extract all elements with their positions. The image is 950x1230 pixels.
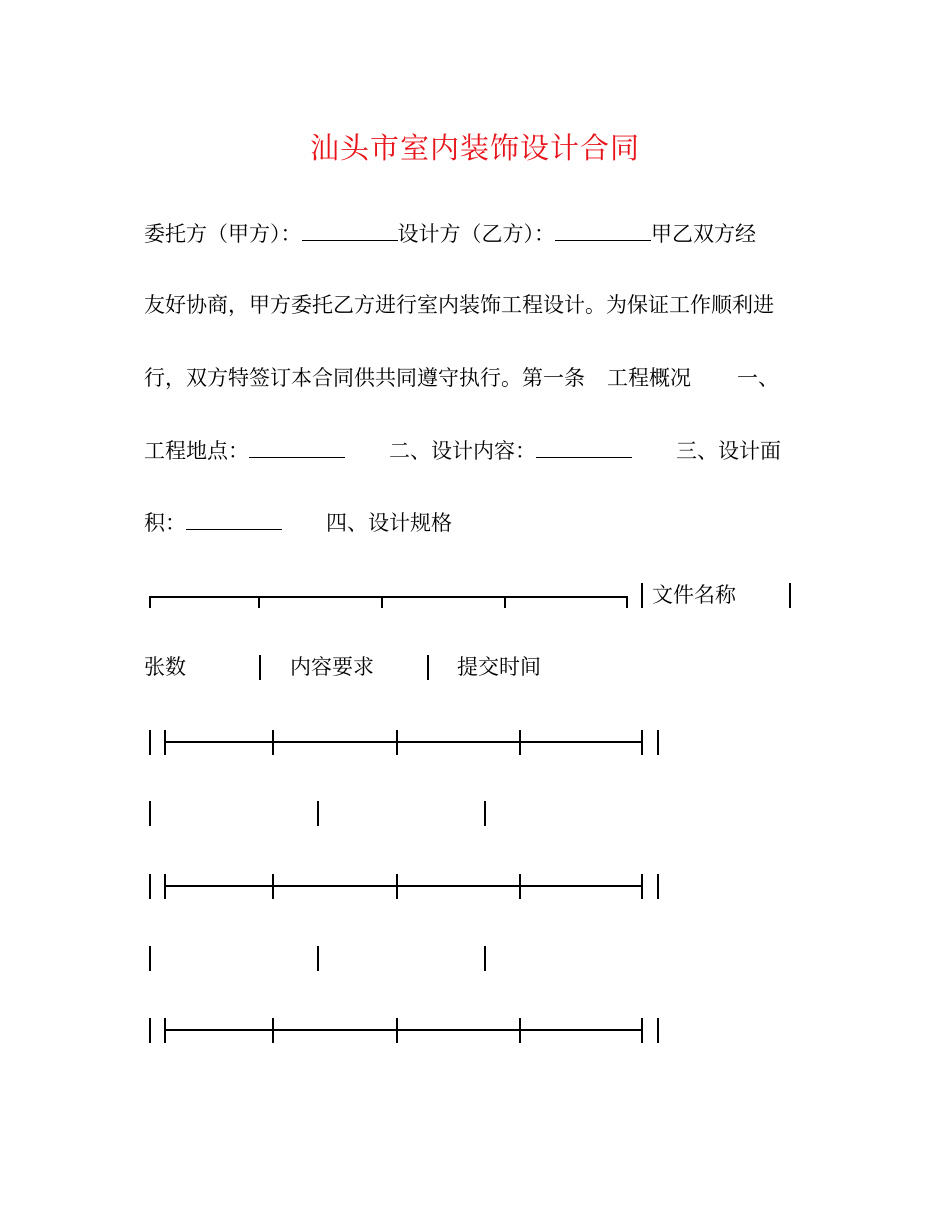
table-row-separator — [164, 741, 642, 743]
project-location-label: 工程地点： — [144, 439, 249, 463]
header-sheet-count: 张数 — [144, 655, 186, 679]
line3-text: 行，双方特签订本合同供共同遵守执行。第一条 — [144, 366, 585, 390]
designer-label: 设计方（乙方）： — [397, 222, 555, 246]
paragraph-line-1 — [144, 219, 756, 249]
project-location-blank[interactable] — [249, 437, 345, 458]
table-row-separator — [164, 1029, 642, 1031]
client-blank[interactable] — [302, 220, 398, 241]
design-content-blank[interactable] — [536, 437, 632, 458]
section-heading-overview: 工程概况 — [607, 366, 691, 390]
line1-tail: 甲乙双方经 — [651, 222, 756, 246]
header-submission-time: 提交时间 — [457, 655, 541, 679]
paragraph-line-5 — [144, 508, 452, 538]
header-file-name: 文件名称 — [652, 583, 736, 607]
contract-title: 汕头市室内装饰设计合同 — [309, 131, 640, 165]
client-label: 委托方（甲方）： — [144, 222, 302, 246]
design-spec-label: 四、设计规格 — [326, 511, 452, 535]
area-label-cont: 积： — [144, 511, 186, 535]
table-row — [149, 946, 151, 971]
table-top-border — [149, 596, 627, 598]
paragraph-line-4 — [144, 436, 781, 466]
design-area-blank[interactable] — [186, 509, 282, 530]
paragraph-line-3 — [144, 363, 779, 393]
table-row-separator — [164, 885, 642, 887]
design-area-label: 三、设计面 — [676, 439, 781, 463]
table-row — [149, 801, 151, 826]
design-content-label: 二、设计内容： — [389, 439, 536, 463]
designer-blank[interactable] — [555, 220, 651, 241]
item-one-label: 一、 — [737, 366, 779, 390]
header-content-requirements: 内容要求 — [290, 655, 374, 679]
paragraph-line-2: 友好协商，甲方委托乙方进行室内装饰工程设计。为保证工作顺利进 — [144, 293, 774, 317]
